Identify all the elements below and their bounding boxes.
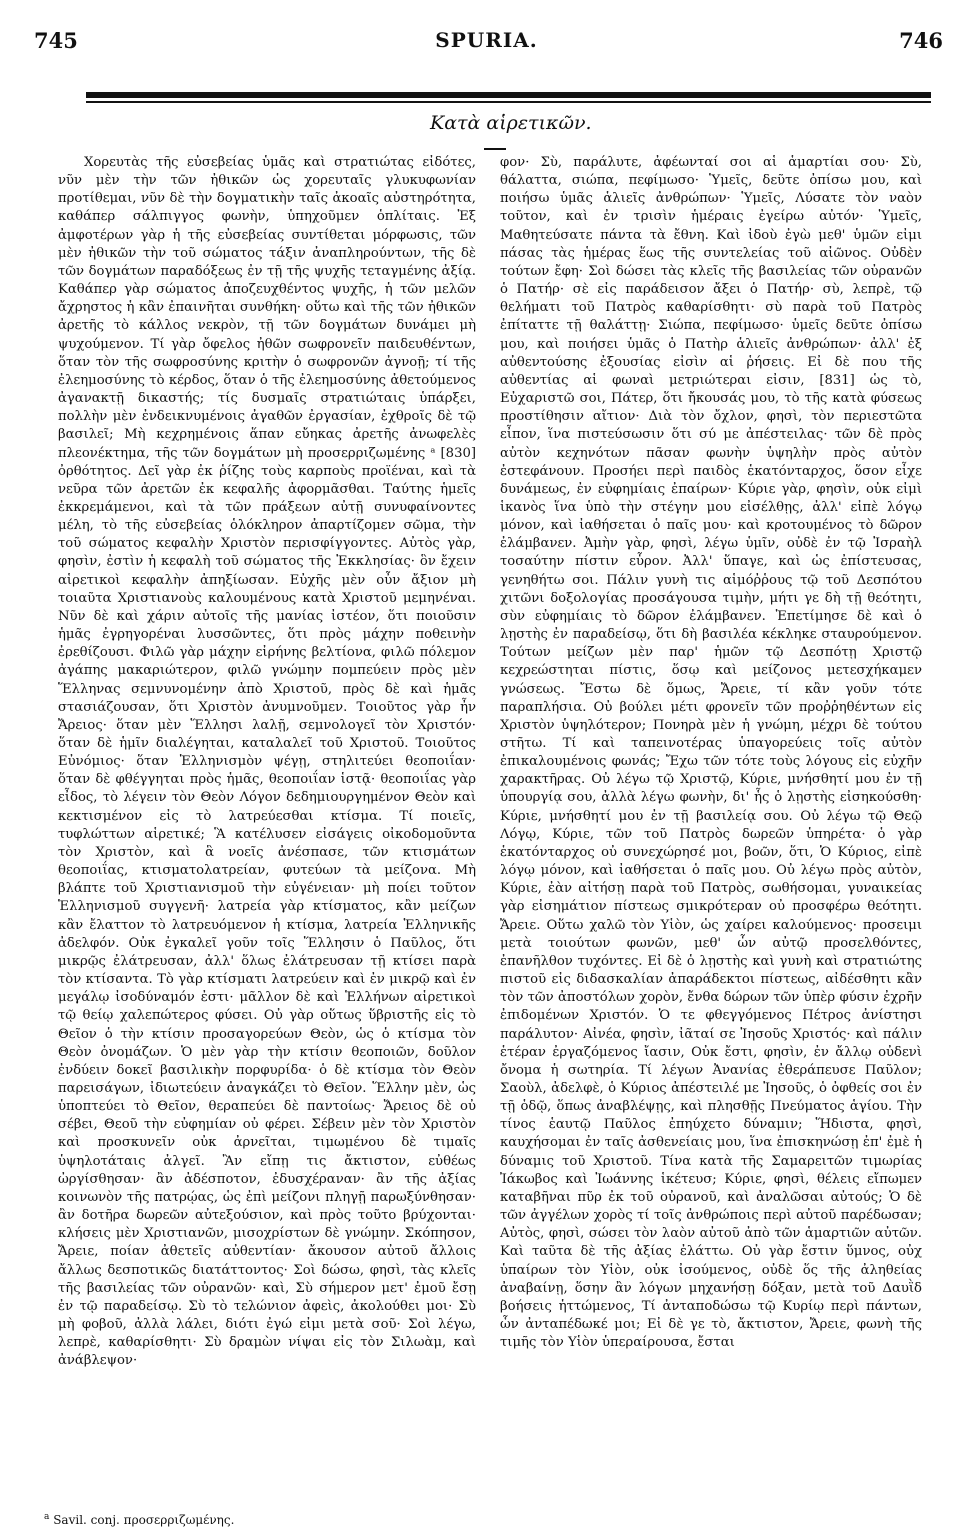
left-column <box>58 154 476 1370</box>
footnote-marker: a <box>44 1512 50 1522</box>
running-header <box>0 28 973 58</box>
section-title: Κατὰ αἱρετικῶν. <box>430 112 592 134</box>
right-column-text: φον· Σὺ, παράλυτε, ἀφέωνταί σοι αἱ ἁμαρτίαι σου· Σὺ, θάλαττα, σιώπα, πεφίμωσο· Ὑμεῖς, δεῦτε ὀπίσω μου, καὶ ποιήσω ὑμᾶς ἁλιεῖς ἀνθρώπων· Ὑμεῖς, Λύσατε τὸν ναὸν τοῦτον, καὶ ἐν τρισὶν ἡμέραις ἐγείρω αὐτόν· Ὑμεῖς, Μαθητεύσατε πάντα τὰ ἔθνη. Καὶ ἰδοὺ ἐγὼ μεθ' ὑμῶν εἰμι πάσας τὰς ἡμέρας ἕως τῆς συντελείας τοῦ αἰῶνος. Οὐδὲν τούτων ἔφη· Σοὶ δώσει τὰς κλεῖς τῆς βασιλείας τῶν οὐρανῶν ὁ Πατήρ· σὲ εἰς παράδεισον ἄξει ὁ Πατήρ· σὺ, λεπρὲ, τῷ θελήματι τοῦ Πατρὸς καθαρίσθητι· σὺ παρὰ τοῦ Πατρὸς ἐπίταττε τῇ θαλάττῃ· Σιώπα, πεφίμωσο· ὑμεῖς δεῦτε ὀπίσω μου, καὶ ποιήσει ὑμᾶς ὁ Πατὴρ ἁλιεῖς ἀνθρώπων· ἀλλ' ἐξ αὐθεντούσης ἐξουσίας εἰσὶν αἱ ῥήσεις. Εἰ δὲ που τῆς αὐθεντίας αἱ φωναὶ μετριώτεραι εἰσιν, [831] ὡς τὸ, Εὐχαριστῶ σοι, Πάτερ, ὅτι ἤκουσάς μου, τὸ τῆς κατὰ φύσεως προστίθησιν αἴτιον· Διὰ τὸν ὄχλον, φησὶ, τὸν περιεστῶτα εἶπον, ἵνα πιστεύσωσιν ὅτι σύ με ἀπέστειλας· τῶν δὲ πρὸς αὐτὸν κεχηνότων πᾶσαν φωνὴν ὑψηλὴν πρὸς αὐτὸν ἐστεφάνουν. Προσήει περὶ παιδὸς ἑκατόνταρχος, ὅσον εἶχε δυνάμεως, ἐν εὐφημίαις ἐπαίρων· Κύριε γὰρ, φησὶν, οὐκ εἰμὶ ἱκανὸς ἵνα ὑπὸ τὴν στέγην μου εἰσέλθῃς, ἀλλ' εἰπὲ λόγῳ μόνον, καὶ ἰαθήσεται ὁ παῖς μου· καὶ κροτουμένος τὸ δῶρον ἐλάμβανεν. Ἀμὴν γὰρ, φησὶ, λέγω ὑμῖν, οὐδὲ ἐν τῷ Ἰσραὴλ τοσαύτην πίστιν εὗρον. Ἀλλ' ὕπαγε, καὶ ὡς ἐπίστευσας, γενηθήτω σοι. Πάλιν γυνὴ τις αἱμόῤῥους τῷ τοῦ Δεσπότου χιτῶνι δοξολογίας προσάγουσα τιμὴν, μήτι γε δὴ τῇ θεότητι, σὺν εὐφημίαις τὸ δῶρον ἐλάμβανεν. Ἐπετίμησε δὲ καὶ ὁ λῃστὴς ἐν παραδείσῳ, ὅτι δὴ βασιλέα κέκληκε σταυρούμενον. Τούτων μείζων μὲν παρ' ἡμῶν τῷ Δεσπότῃ Χριστῷ κεχρεώστηται πίστις, ὅσῳ καὶ μείζονος μετεσχήκαμεν γνώσεως. Ἔστω δὲ ὅμως, Ἄρειε, τί κἂν γοῦν τότε παραπλήσια. Οὐ βούλει μέτι φρονεῖν τῶν προῤῥηθέντων εἰς Χριστὸν ὑψηλότερον; Πονηρὰ μὲν ἡ γνώμη, μέχρι δὲ τούτου στῆτω. Τί καὶ ταπεινοτέρας ὑπαγορεύεις τοῖς αὐτὸν ἐπικαλουμένοις φωνάς; Ἔχω τῶν τότε τοὺς λόγους εἰς εὐχῆν χαρακτῆρας. Οὐ λέγω τῷ Χριστῷ, Κύριε, μνήσθητί μου ἐν τῇ ὑπουργίᾳ σου, ἀλλὰ λέγω φωνὴν, δι' ἧς ὁ λῃστὴς εἰσηκούσθη· Κύριε, μνήσθητί μου ἐν τῇ βασιλείᾳ σου. Οὐ λέγω τῷ Θεῷ Λόγῳ, Κύριε, τῶν τοῦ Πατρὸς δωρεῶν ὑπηρέτα· ὁ γὰρ ἑκατόνταρχος οὐ συνεχώρησέ μοι, βοῶν, ὅτι, Ὁ Κύριος, εἰπὲ λόγῳ μόνον, καὶ ἰαθήσεται ὁ παῖς μου. Οὐ λέγω πρὸς αὐτὸν, Κύριε, ἐὰν αἰτήσῃ παρὰ τοῦ Πατρὸς, σωθήσομαι, γυναικείας γὰρ εἰσημάτιον πίστεως σμικρότεραν οὐ προσφέρω θεότητι. Ἄρειε. Οὕτω χαλῶ τὸν Υἱὸν, ὡς χαίρει καλούμενος· προσειμι μετὰ τοιούτων φωνῶν, μεθ' ὧν αὐτῷ προσελθόντες, ἐπανῆλθον τυχόντες. Εἰ δὲ ὁ λῃστὴς καὶ γυνὴ καὶ στρατιώτης πιστοῦ εἰς διδασκαλίαν ἀπαράδεκτοι πίστεως, αἰδέσθητι κἂν τὸν τῶν ἀποστόλων χορὸν, ἔνθα δώρων τῶν ὑπὲρ φύσιν ἐχρῆν ἐπιδομένων Χριστόν. Ὁ τε φθεγγόμενος Πέτρος ἀνίστησι παράλυτον· Αἰνέα, φησὶν, ἰᾶταί σε Ἰησοῦς Χριστός· καὶ πάλιν ἑτέραν ἐργαζόμενος ἴασιν, Οὐκ ἔστι, φησὶν, ἐν ἄλλῳ οὐδενὶ ὄνομα ἡ σωτηρία. Τί λέγων Ἀνανίας ἐθεράπευσε Παῦλον; Σαοὺλ, ἀδελφὲ, ὁ Κύριος ἀπέστειλέ με Ἰησοῦς, ὁ ὀφθείς σοι ἐν τῇ ὁδῷ, ὅπως ἀναβλέψῃς, καὶ πλησθῇς Πνεύματος ἁγίου. Τὴν τίνος ἑαυτῷ Παῦλος ἐπηύχετο δύναμιν; Ἥδιστα, φησὶ, καυχήσομαι ἐν ταῖς ἀσθενείαις μου, ἵνα ἐπισκηνώσῃ ἐπ' ἐμὲ ἡ δύναμις τοῦ Χριστοῦ. Τίνα κατὰ τῆς Σαμαρειτῶν τιμωρίας Ἰάκωβος καὶ Ἰωάννης ἱκέτευσ; Κύριε, φησὶ, θέλεις εἴπωμεν καταβῆναι πῦρ ἐκ τοῦ οὐρανοῦ, καὶ ἀναλῶσαι αὐτούς; Ὁ δὲ τῶν ἀγγέλων χορὸς τί τοῖς ἀνθρώποις περὶ αὐτοῦ παρέδωσαν; Αὐτὸς, φησὶ, σώσει τὸν λαὸν αὐτοῦ ἀπὸ τῶν ἁμαρτιῶν αὐτῶν. Καὶ ταῦτα δὲ τῆς ἀξίας ἐλάττω. Οὐ γὰρ ἔστιν ὕμνος, οὐχ ὑπαίρων τὸν Υἱὸν, οὐκ ἰσούμενος, οὐδὲ ὅς τῆς ἀληθείας ἀναβαίνῃ, ὅσην ἂν λόγων μηχανήσῃ δόξαν, μετὰ τοῦ Δαυῒδ βοήσεις ἡττώμενος, Τί ἀνταποδώσω τῷ Κυρίῳ περὶ πάντων, ὧν ἀνταπέδωκέ μοι; Εἰ δὲ γε τὸ, ἄκτιστον, Ἄρειε, φωνὴ τῆς τιμῆς τὸν Υἱὸν ὑπεραίρουσα, ἔσται <box>500 155 922 1351</box>
header-rule-thick <box>86 92 931 98</box>
left-column-text: Χορευτὰς τῆς εὐσεβείας ὑμᾶς καὶ στρατιώτας εἰδότες, νῦν μὲν τὴν τῶν ἠθικῶν ὡς χορευταῖς γλυκυφωνίαν προτίθεμαι, νῦν δὲ τὴν δογματικὴν ταῖς ἀκοαῖς αὐστηρότητα, καθάπερ σάλπιγγος φωνὴν, ὑπηχοῦμεν ὁπλίταις. Ἐξ ἀμφοτέρων γὰρ ἡ τῆς εὐσεβείας συντίθεται μόρφωσις, τῶν μὲν ἠθικῶν τὴν τοῦ σώματος τάξιν ἀναπληρούντων, τῆς δὲ τῶν δογμάτων παραδόξεως ἐν τῇ τῆς ψυχῆς τεταγμένης ἀξίᾳ. Καθάπερ γὰρ σώματος ἀποζευχθέντος ψυχῆς, ἡ τῶν μελῶν ἄχρηστος ἡ κἂν ἐπαινῆται συνθήκη· οὕτω καὶ τῆς τῶν ἠθικῶν ἀρετῆς τὸ κάλλος νεκρὸν, τῇ τῶν δογμάτων δυνάμει μὴ ψυχούμενον. Τί γὰρ ὄφελος ἠθῶν σωφρονεῖν παιδευθέντων, ὅταν τὸν τῆς σωφροσύνης κριτὴν ὁ σωφρονῶν ἀγνοῇ; τί τῆς ἐλεημοσύνης τὸ κέρδος, ὅταν ὁ τῆς ἐλεημοσύνης ἀθετούμενος ἀγανακτῇ δικαστής; τίς δυσμαῖς στρατιώταις ὑπάρξει, πολλὴν μὲν ἐνδεικνυμένοις ἀγαθῶν ἐργασίαν, ἐχθροῖς δὲ τῷ βασιλεῖ; Μὴ κεχρημένοις ἅπαν εὔηκας ἀρετῆς ἀνωφελὲς πλεονέκτημα, τῆς τῶν δογμάτων μὴ προσερριζωμένης ᵃ [830] ὀρθότητος. Δεῖ γὰρ ἐκ ῥίζης τοὺς καρποὺς προϊέναι, καὶ τὰ νεῦρα τῶν ἀρετῶν ἐκ κεφαλῆς ἀφορμᾶσθαι. Ταύτης ἡμεῖς ἐκκρεμάμενοι, καὶ τὰ τῶν πράξεων αὐτῇ συνυφαίνοντες μέλη, τὸ τῆς εὐσεβείας ὁλόκληρον ἀπαρτίζομεν σῶμα, τὴν τοῦ σώματος κεφαλὴν Χριστὸν περισφίγγοντες. Αὐτὸς γὰρ, φησὶν, ἐστὶν ἡ κεφαλὴ τοῦ σώματος τῆς Ἐκκλησίας· ὃν ἔχειν αἱρετικοὶ κεφαλὴν ἀπηξίωσαν. Εὐχῆς μὲν οὖν ἄξιον μὴ τοιαῦτα Χριστιανοὺς καλουμένους κατὰ Χριστοῦ μεμηνέναι. Νῦν δὲ καὶ χάριν αὐτοῖς τῆς μανίας ἰστέον, ὅτι ποιοῦσιν ἡμᾶς ἐγρηγορέναι λυσσῶντες, ὅτι πρὸς μάχην ποθεινὴν ἐρεθίζουσι. Φιλῶ γὰρ μάχην εἰρήνης βελτίονα, φιλῶ πόλεμον ἀγάπης μακαριώτερον, φιλῶ γνώμην πομπεύειν πρὸς μὲν Ἕλληνας σεμνυνομένην ἀπὸ Χριστοῦ, πρὸς δὲ καὶ ἡμᾶς στασιάζουσαν, ὅτι Χριστὸν ἀνυμνοῦμεν. Τοιοῦτος γὰρ ἦν Ἄρειος· ὅταν μὲν Ἕλλησι λαλῇ, σεμνολογεῖ τὸν Χριστόν· ὅταν δὲ ἡμῖν διαλέγηται, καταλαλεῖ τοῦ Χριστοῦ. Τοιοῦτος Εὐνόμιος· ὅταν Ἑλληνισμὸν ψέγῃ, στηλιτεύει θεοποιΐαν· ὅταν δὲ φθέγγηται πρὸς ἡμᾶς, θεοποιΐαν ἱστᾷ· θεοποιΐας γὰρ εἶδος, τὸ λέγειν τὸν Θεὸν Λόγον δεδημιουργημένον Θεὸν καὶ κεκτισμένον εἰς τὸ λατρεύεσθαι κτίσμα. Τί ποιεῖς, τυφλώττων αἱρετικέ; Ἃ κατέλυσεν εἰσάγεις οἰκοδομοῦντα τὸν Χριστὸν, καὶ ἃ νοεῖς ἀνέσπασε, τῶν κτισμάτων θεοποιΐας, κτισματολατρείαν, φυτεύων τὰ μείζονα. Μὴ βλάπτε τοῦ Χριστιανισμοῦ τὴν εὐγένειαν· μὴ ποίει τοῦτον Ἑλληνισμοῦ συγγενῆ· λατρεία γὰρ κτίσματος, κἂν μείζων κἂν ἔλαττον τὸ λατρευόμενον ἡ κτίσμα, λατρεία Ἑλληνικῆς ἀδελφόν. Οὐκ ἐγκαλεῖ γοῦν τοῖς Ἕλλησιν ὁ Παῦλος, ὅτι μικρῷς ἐλάτρευσαν, ἀλλ' ὅλως ἐλάτρευσαν τῇ κτίσει παρὰ τὸν κτίσαντα. Τὸ γὰρ κτίσματι λατρεύειν καὶ ἐν μικρῷ καὶ ἐν μεγάλῳ ἰσοδύναμόν ἐστι· μᾶλλον δὲ καὶ Ἑλλήνων αἱρετικοὶ τῷ θείῳ χαλεπώτερος φύσει. Οὐ γὰρ οὕτως ὕβριστῆς εἰς τὸ Θεῖον ὁ τὴν κτίσιν προσαγορεύων Θεὸν, ὡς ὁ κτίσμα τὸν Θεὸν ὀνομάζων. Ὁ μὲν γὰρ τὴν κτίσιν θεοποιῶν, δοῦλον ἐνδύειν δοκεῖ βασιλικὴν πορφυρίδα· ὁ δὲ κτίσμα τὸν Θεὸν παρεισάγων, ἰδιωτεύειν ἀναγκάζει τὸ Θεῖον. Ἕλλην μὲν, ὡς ὑποπτεύει τὸ Θεῖον, θεραπεύει δὲ παντοίως· Ἄρειος δὲ οὐ σέβει, Θεοῦ τὴν εὐφημίαν οὐ φέρει. Σέβειν μὲν τὸν Χριστὸν καὶ προσκυνεῖν οὐκ ἀρνεῖται, τιμωμένου δὲ τιμαῖς ὑψηλοτάταις ἀλγεῖ. Ἂν εἴπῃ τις ἄκτιστον, εὐθέως ὠργίσθησαν· ἂν ἀδέσποτον, ἐδυσχέραναν· ἂν τῆς ἀξίας κοινωνὸν τῆς πατρῴας, ὡς ἐπὶ μείζονι πληγῇ παρωξύνθησαν· ἂν δοτῆρα δωρεῶν αὐτεξούσιον, καὶ πρὸς τοῦτο βρύχονται· κλήσεις μὲν Χριστιανῶν, μισοχρίστων δὲ γνώμην. Σκόπησον, Ἄρειε, ποίαν ἀθετεῖς αὐθεντίαν· ἄκουσον αὐτοῦ ἄλλοις ἄλλως δεσποτικῶς διατάττοντος· Σοὶ δώσω, φησὶ, τὰς κλεῖς τῆς βασιλείας τῶν οὐρανῶν· καὶ, Σὺ σήμερον μετ' ἐμοῦ ἔσῃ ἐν τῷ παραδείσῳ. Σὺ τὸ τελώνιον ἀφεὶς, ἀκολούθει μοι· Σὺ μὴ φοβοῦ, ἀλλὰ λάλει, διότι ἐγώ εἰμι μετὰ σοῦ· Σοὶ λέγω, λεπρὲ, καθαρίσθητι· Σὺ δραμὼν νίψαι εἰς τὸν Σιλωὰμ, καὶ ἀνάβλεψον· <box>58 155 476 1369</box>
page-number-left: 745 <box>34 28 78 53</box>
right-column <box>500 154 922 1352</box>
footnote-text: Savil. conj. προσερριζωμένης. <box>53 1513 235 1527</box>
running-title: SPURIA. <box>435 28 538 52</box>
footnote <box>44 1512 234 1527</box>
title-dash <box>484 148 506 150</box>
page-number-right: 746 <box>899 28 943 53</box>
header-rule-thin <box>86 101 931 103</box>
